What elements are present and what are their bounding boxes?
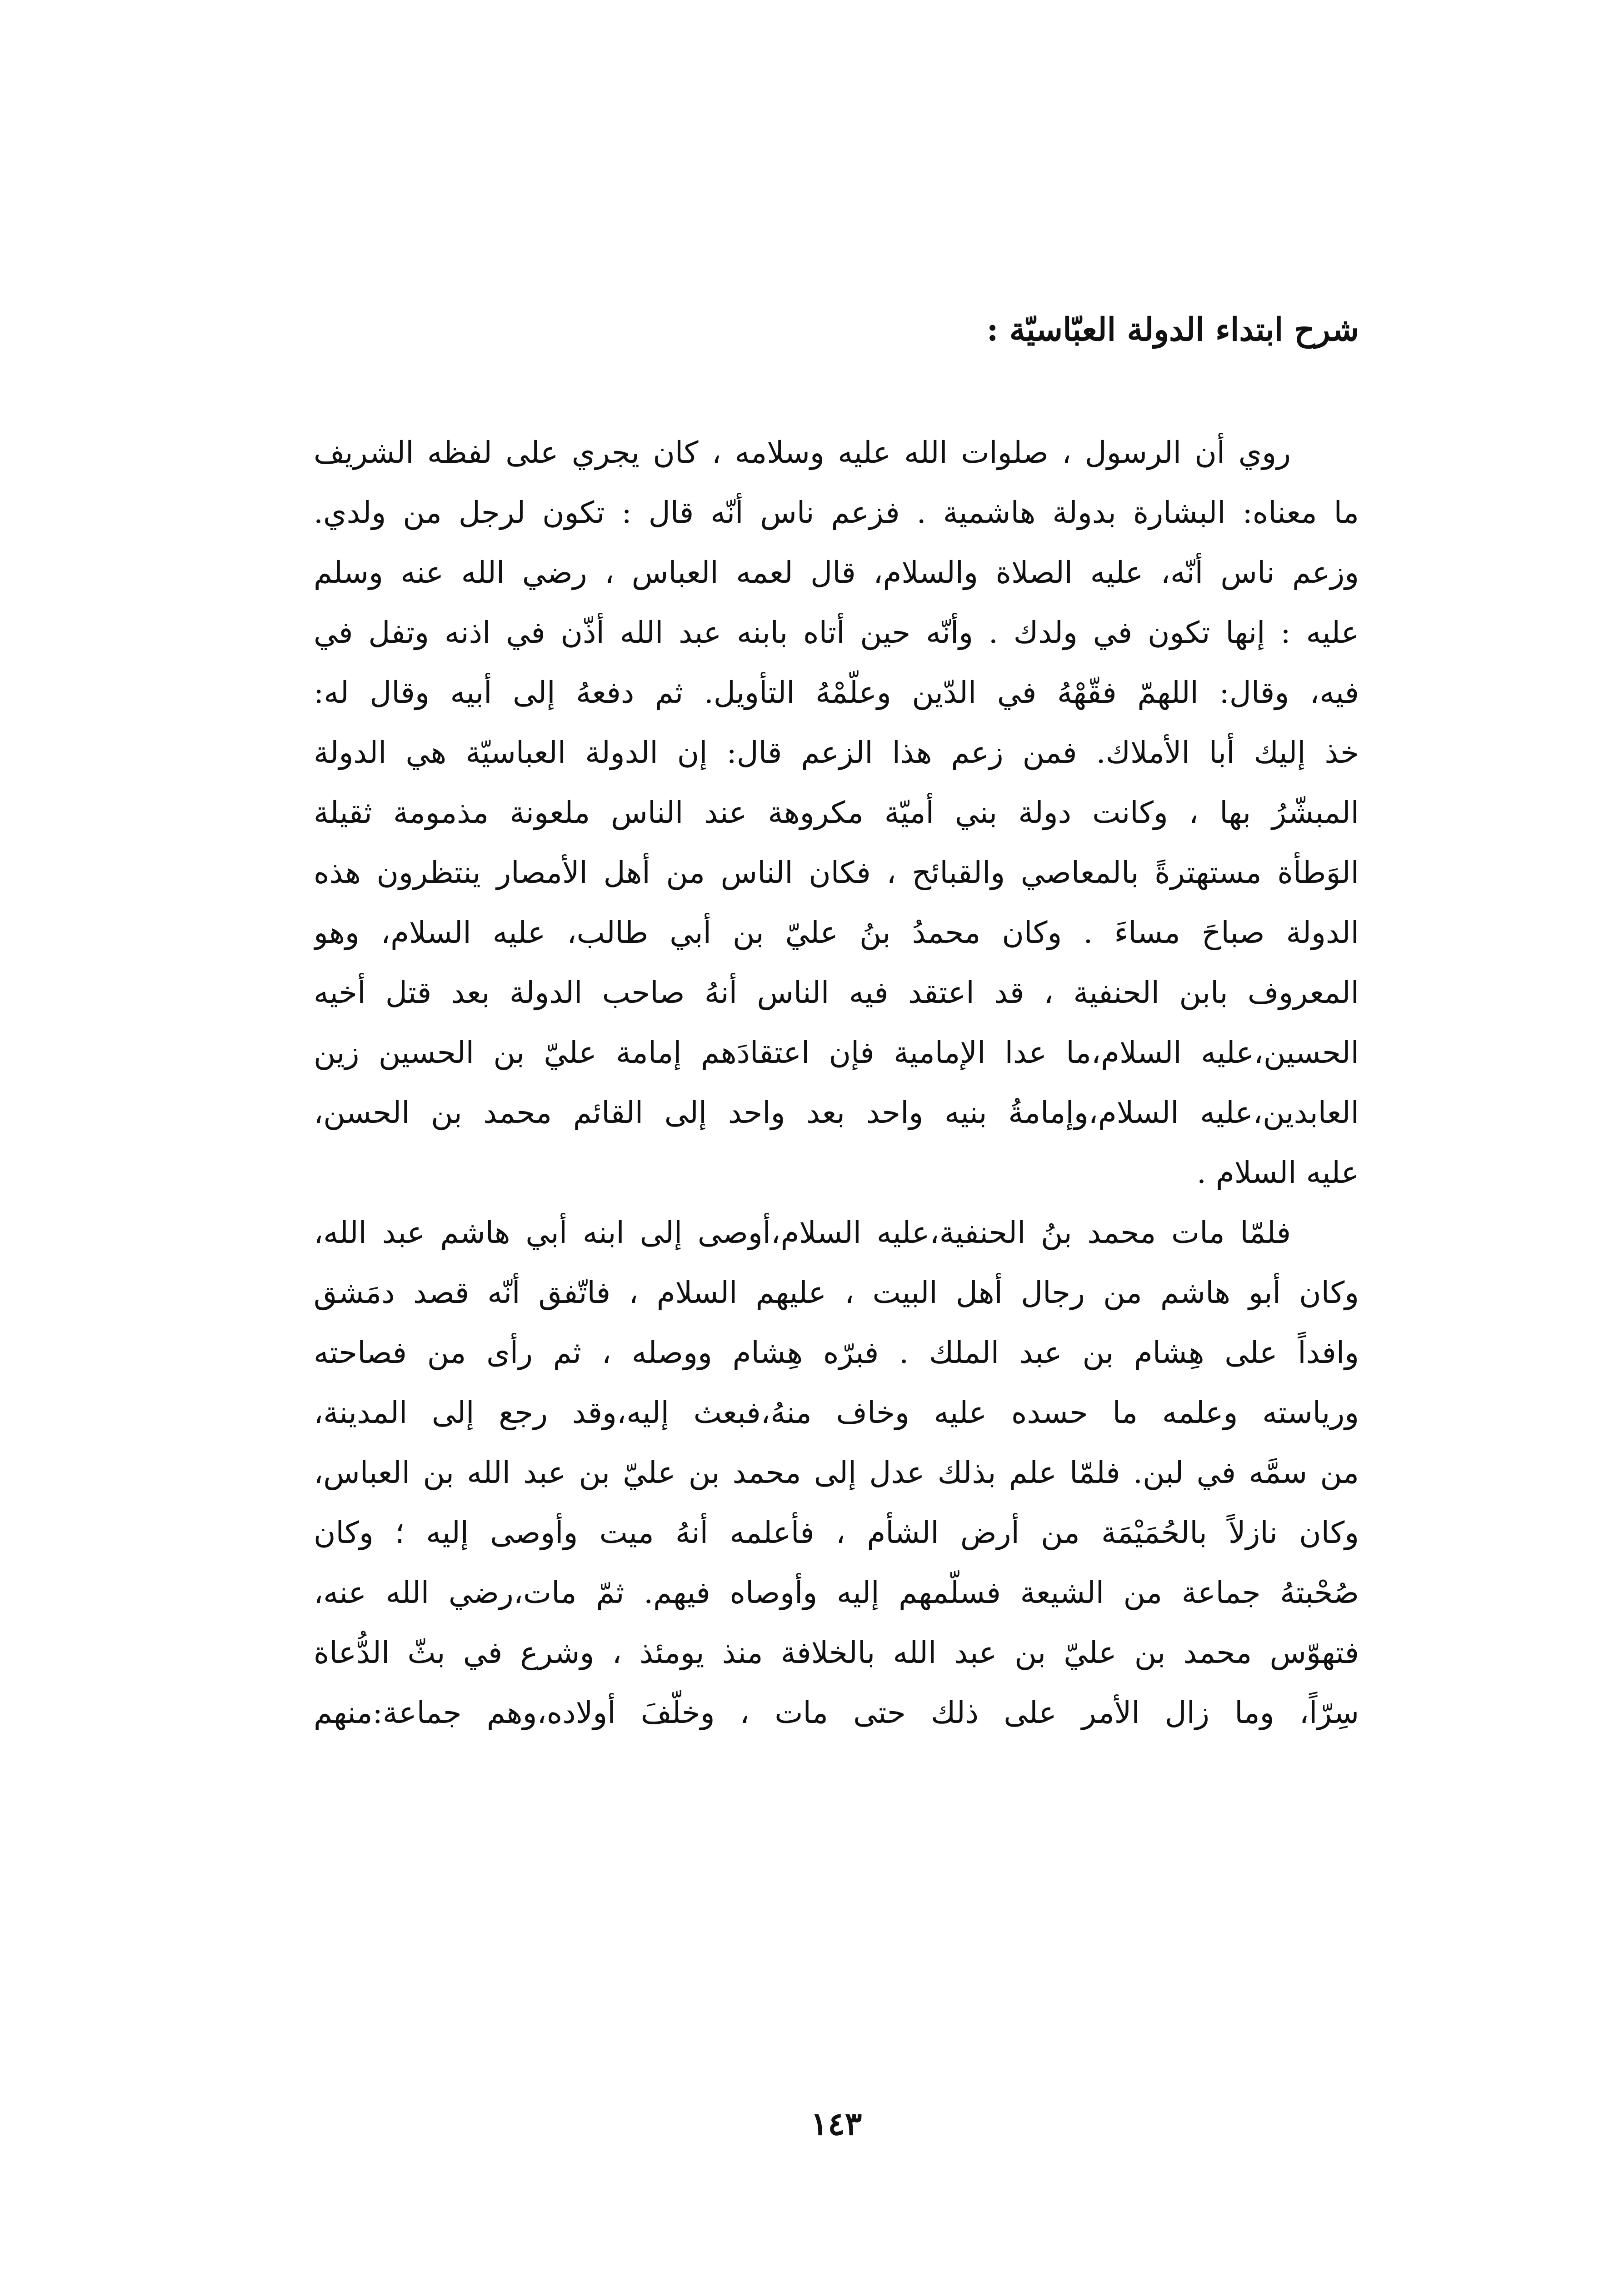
text-line: عليه السلام . (1196, 1155, 1359, 1190)
body-text (314, 423, 1359, 1743)
text-line: فيه، وقال: اللهمّ فقّهْهُ في الدّين وعلّمْهُ التأويل. ثم دفعهُ إلى أبيه وقال له: (314, 675, 1359, 710)
text-line: العابدين،عليه السلام،وإمامةُ بنيه واحد بعد واحد إلى القائم محمد بن الحسن، (314, 1095, 1359, 1130)
text-line: الحسين،عليه السلام،ما عدا الإمامية فإن اعتقادَهم إمامة عليّ بن الحسين زين (314, 1035, 1359, 1070)
text-line: سِرّاً، وما زال الأمر على ذلك حتى مات ، وخلّفَ أولاده،وهم جماعة:منهم (314, 1695, 1359, 1730)
text-line: من سمَّه في لبن. فلمّا علم بذلك عدل إلى محمد بن عليّ بن عبد الله بن العباس، (314, 1455, 1359, 1490)
text-line: المبشّرُ بها ، وكانت دولة بني أميّة مكروهة عند الناس ملعونة مذمومة ثقيلة (314, 795, 1359, 830)
text-line: ورياسته وعلمه ما حسده عليه وخاف منهُ،فبعث إليه،وقد رجع إلى المدينة، (314, 1395, 1359, 1430)
text-line: ما معناه: البشارة بدولة هاشمية . فزعم ناس أنّه قال : تكون لرجل من ولدي. (314, 495, 1359, 530)
text-line: صُحْبتهُ جماعة من الشيعة فسلّمهم إليه وأوصاه فيهم. ثمّ مات،رضي الله عنه، (314, 1575, 1359, 1610)
paragraph-2 (314, 1203, 1359, 1743)
text-line: المعروف بابن الحنفية ، قد اعتقد فيه الناس أنهُ صاحب الدولة بعد قتل أخيه (314, 975, 1359, 1010)
text-line: وكان نازلاً بالحُمَيْمَة من أرض الشأم ، فأعلمه أنهُ ميت وأوصى إليه ؛ وكان (314, 1515, 1359, 1550)
page-number: ١٤٣ (810, 2105, 862, 2143)
text-line: فلمّا مات محمد بنُ الحنفية،عليه السلام،أوصى إلى ابنه أبي هاشم عبد الله، (314, 1215, 1291, 1250)
text-line: الوَطأة مستهترةً بالمعاصي والقبائح ، فكان الناس من أهل الأمصار ينتظرون هذه (314, 855, 1359, 890)
text-line: فتهوّس محمد بن عليّ بن عبد الله بالخلافة منذ يومئذ ، وشرع في بثّ الدُّعاة (314, 1635, 1359, 1670)
text-line: خذ إليك أبا الأملاك. فمن زعم هذا الزعم قال: إن الدولة العباسيّة هي الدولة (314, 735, 1359, 770)
paragraph-1 (314, 423, 1359, 1203)
text-line: الدولة صباحَ مساءَ . وكان محمدُ بنُ عليّ بن أبي طالب، عليه السلام، وهو (314, 915, 1359, 950)
section-heading: شرح ابتداء الدولة العبّاسيّة : (986, 310, 1359, 348)
document-page (314, 0, 1359, 2273)
text-line: وافداً على هِشام بن عبد الملك . فبرّه هِشام ووصله ، ثم رأى من فصاحته (314, 1335, 1359, 1370)
text-line: وكان أبو هاشم من رجال أهل البيت ، عليهم السلام ، فاتّفق أنّه قصد دمَشق (314, 1275, 1359, 1310)
text-line: روي أن الرسول ، صلوات الله عليه وسلامه ، كان يجري على لفظه الشريف (314, 435, 1291, 470)
text-line: عليه : إنها تكون في ولدك . وأنّه حين أتاه بابنه عبد الله أذّن في اذنه وتفل في (314, 615, 1359, 650)
text-line: وزعم ناس أنّه، عليه الصلاة والسلام، قال لعمه العباس ، رضي الله عنه وسلم (314, 555, 1359, 590)
